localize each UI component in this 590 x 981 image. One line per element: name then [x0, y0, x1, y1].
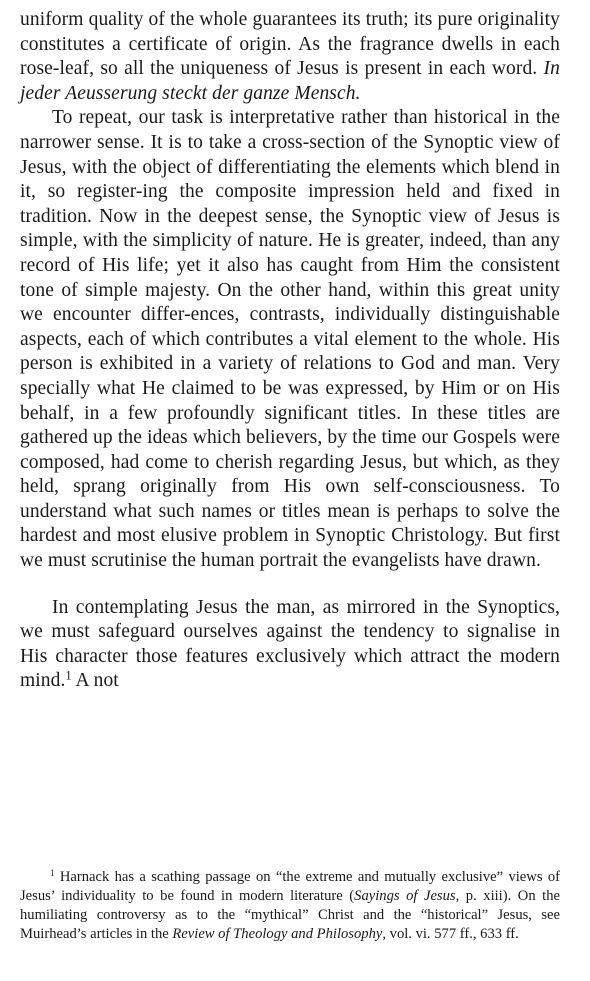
text-run: In contemplating Jesus the man, as mirrored in the Synoptics, we must safeguard ourselves against the tendency to signalise in His character those features exclusively which attract the modern mind. — [20, 596, 560, 692]
paragraph-gap — [20, 574, 560, 596]
paragraph-1 — [20, 8, 560, 106]
text-run: uniform quality of the whole guarantees its truth; its pure originality constitutes a certificate of origin. As the fragrance dwells in each rose-leaf, so all the uniqueness of Jesus is present in each word. — [20, 9, 560, 80]
italic-text: In jeder Aeusserung steckt der ganze Mensch. — [20, 58, 560, 104]
page-body — [20, 8, 560, 694]
footnote-marker: 1 — [50, 868, 55, 879]
footnote-marker: 1 — [65, 668, 72, 683]
text-run: Harnack has a scathing passage on “the extreme and mutually exclusive” views of Jesus’ individuality to be found in modern literature ( — [20, 869, 560, 904]
italic-text: Review of Theology and Philosophy — [172, 926, 383, 942]
italic-text: Sayings of Jesus — [354, 888, 456, 904]
body-text — [20, 8, 560, 694]
footnote-1 — [20, 868, 560, 944]
text-run: A not — [71, 670, 119, 692]
footnote-block — [20, 868, 560, 944]
text-run: To repeat, our task is interpretative rather than historical in the narrower sense. It is to take a cross-section of the Synoptic view of Jesus, with the object of differentiating the elements which blend in it, so register-ing the composite impression held and fixed in tradition. Now in the deepest sense, the Synoptic view of Jesus is simple, with the simplicity of nature. He is greater, indeed, than any record of His life; yet it also has caught from Him the consistent tone of simple majesty. On the other hand, within this great unity we encounter differ-ences, contrasts, individually distinguishable aspects, each of which contributes a vital element to the whole. His person is exhibited in a variety of relations to God and man. Very specially what He claimed to be was expressed, by Him or on His behalf, in a few profoundly significant titles. In these titles are gathered up the ideas which believers, by the time our Gospels were composed, had come to cherish regarding Jesus, but which, as they held, sprang originally from His own self-consciousness. To understand what such names or titles mean is perhaps to solve the hardest and most elusive problem in Synoptic Christology. But first we must scrutinise the human portrait the evangelists have drawn. — [20, 107, 560, 572]
text-run: , p. xiii). On the humiliating controversy as to the “mythical” Christ and the “historical” Jesus, see Muirhead’s articles in the — [20, 888, 560, 942]
text-run: , vol. vi. 577 ff., 633 ff. — [382, 926, 519, 942]
paragraph-3 — [20, 596, 560, 694]
paragraph-2 — [20, 106, 560, 573]
